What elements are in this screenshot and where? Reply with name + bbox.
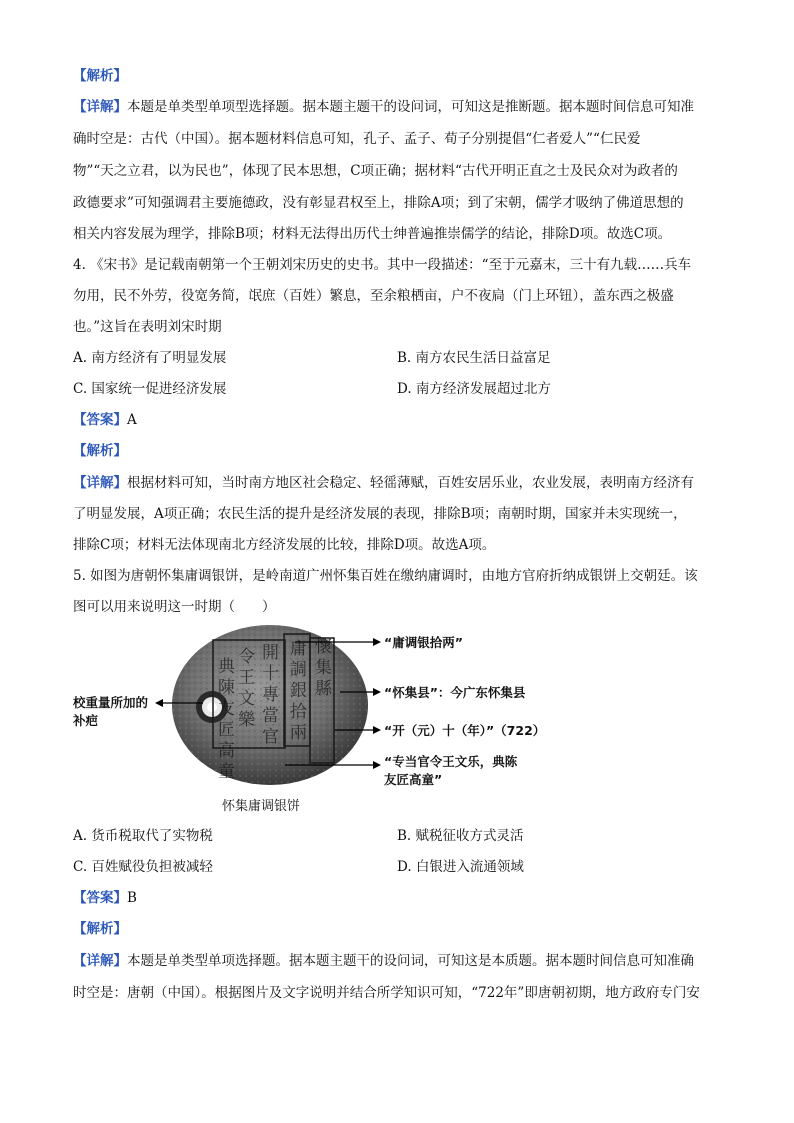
explanation-line: 物”“天之立君，以为民也”，体现了民本思想，C项正确；据材料“古代开明正直之士及民众对为政者的: [73, 163, 678, 179]
inscription-char: 拾: [290, 702, 307, 722]
question-4-option-a: A. 南方经济有了明显发展: [73, 350, 227, 366]
explanation-line: 确时空是：古代（中国）。据本题材料信息可知，孔子、孟子、荀子分别提倡“仁者爱人”“仁民爱: [73, 131, 641, 147]
figure-caption: 怀集庸调银饼: [222, 799, 301, 814]
inscription-char: 兩: [290, 723, 307, 743]
question-5-option-b: B. 赋税征收方式灵活: [397, 828, 524, 844]
analysis-heading-1: 【解析】: [73, 68, 127, 84]
inscription-char: 樂: [238, 710, 255, 730]
question-5-option-d: D. 白银进入流通领域: [397, 859, 524, 875]
figure-label-official-2: 友匠高童”: [384, 772, 443, 787]
figure-label-patch-1: 校重量所加的: [73, 695, 149, 710]
inscription-char: 十: [262, 664, 279, 684]
inscription-char: 典: [218, 657, 235, 677]
explanation-line: 了明显发展，A项正确；农民生活的提升是经济发展的表现，排除B项；南朝时期，国家并未实现统一，: [73, 506, 687, 522]
inscription-char: 專: [262, 685, 279, 705]
question-4-option-c: C. 国家统一促进经济发展: [73, 381, 227, 397]
figure-label-official-1: “专当官令王文乐，典陈: [384, 754, 518, 769]
figure-label-yongdiao: “庸调银拾两”: [384, 635, 463, 650]
inscription-char: 銀: [290, 681, 307, 701]
analysis-heading-2: 【解析】: [73, 443, 127, 459]
inscription-char: 陳: [218, 678, 235, 698]
inscription-char: 文: [238, 689, 255, 709]
inscription-char: 童: [218, 762, 235, 782]
question-4-option-b: B. 南方农民生活日益富足: [397, 350, 551, 366]
question-4-stem: 勿用，民不外劳，役宽务简，氓庶（百姓）繁息，至余粮栖亩，户不夜扃（门上环钮），盖东西之极盛: [73, 288, 674, 304]
explanation-line: 时空是：唐朝（中国）。根据图片及文字说明并结合所学知识可知，“722年”即唐朝初期，地方政府专门安: [73, 985, 700, 1001]
question-5-stem: 图可以用来说明这一时期（ ）: [73, 599, 276, 615]
figure-label-patch-2: 补疤: [73, 713, 99, 728]
question-5-stem: 5. 如图为唐朝怀集庸调银饼，是岭南道广州怀集百姓在缴纳庸调时，由地方官府折纳成银饼上交朝廷。该: [73, 568, 698, 584]
inscription-char: 懷: [315, 637, 332, 657]
explanation-line: 【详解】本题是单类型单项型选择题。据本题主题干的设问词，可知这是推断题。据本题时间信息可知准: [73, 99, 694, 115]
inscription-char: 當: [262, 706, 279, 726]
inscription-char: 高: [218, 741, 235, 761]
explanation-line: 相关内容发展为理学，排除B项；材料无法得出历代士绅普遍推崇儒学的结论，排除D项。故选C项。: [73, 226, 672, 242]
explanation-line: 排除C项；材料无法体现南北方经济发展的比较，排除D项。故选A项。: [73, 537, 496, 553]
question-5-answer: 【答案】B: [73, 890, 137, 906]
inscription-char: 匠: [218, 720, 235, 740]
figure-label-huaiji: “怀集县”：今广东怀集县: [384, 685, 526, 700]
question-4-answer: 【答案】A: [73, 412, 137, 428]
inscription-char: 調: [290, 660, 307, 680]
explanation-line: 【详解】根据材料可知，当时南方地区社会稳定、轻徭薄赋，百姓安居乐业，农业发展，表明南方经济有: [73, 475, 694, 491]
inscription-char: 友: [218, 699, 235, 719]
analysis-heading-3: 【解析】: [73, 921, 127, 937]
question-4-stem: 也。”这旨在表明刘宋时期: [73, 319, 222, 335]
question-5-option-c: C. 百姓赋役负担被减轻: [73, 859, 213, 875]
inscription-char: 官: [262, 727, 279, 747]
figure-callout-arrows: [155, 630, 385, 780]
question-4-stem: 4. 《宋书》是记载南朝第一个王朝刘宋历史的史书。其中一段描述：“至于元嘉末，三十有九载……兵车: [73, 257, 692, 273]
question-5-option-a: A. 货币税取代了实物税: [73, 828, 213, 844]
inscription-char: 庸: [290, 639, 307, 659]
inscription-char: 縣: [315, 679, 332, 699]
inscription-char: 開: [262, 643, 279, 663]
question-4-option-d: D. 南方经济发展超过北方: [397, 381, 551, 397]
inscription-char: 令: [238, 647, 255, 667]
explanation-line: 【详解】本题是单类型单项选择题。据本题主题干的设问词，可知这是本质题。据本题时间信息可知准确: [73, 953, 694, 969]
explanation-line: 政德要求”可知强调君主要施德政，没有彰显君权至上，排除A项；到了宋朝，儒学才吸纳了佛道思想的: [73, 195, 684, 211]
inscription-char: 王: [238, 668, 255, 688]
inscription-char: 集: [315, 658, 332, 678]
figure-label-kaiyuan: “开（元）十（年）”（722）: [384, 723, 546, 738]
